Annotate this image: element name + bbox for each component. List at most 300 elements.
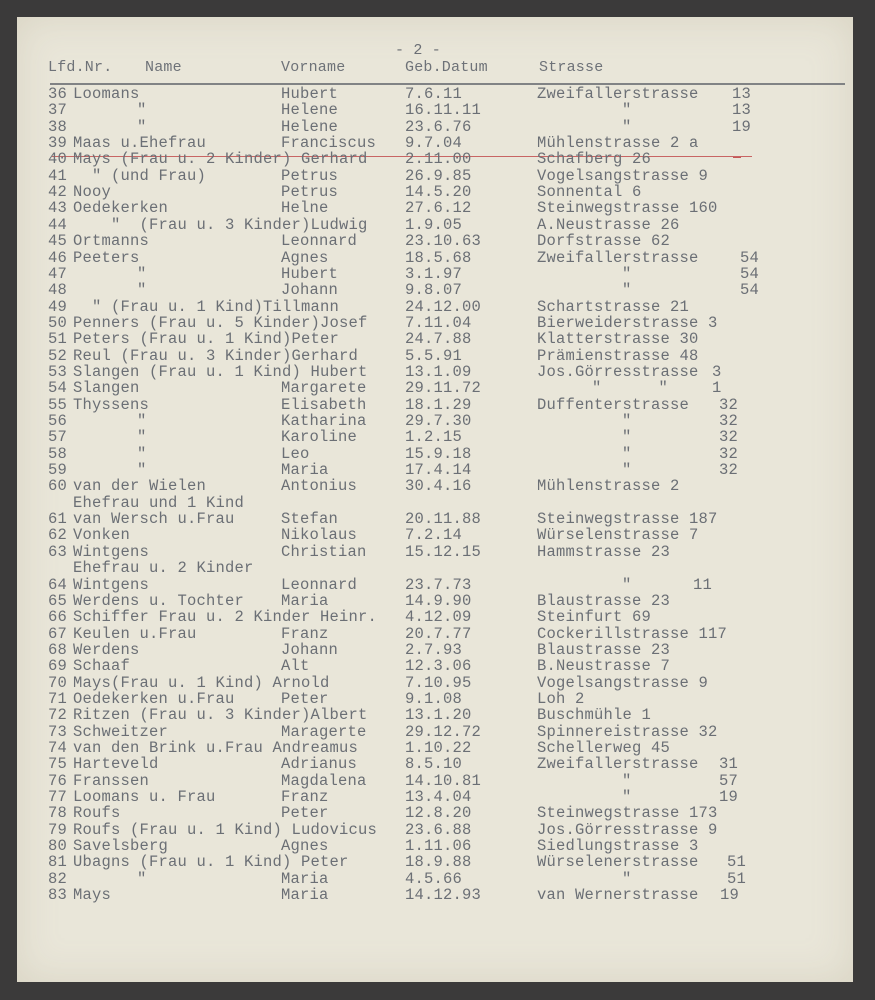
row-geb-datum: 20.11.88 [405,510,482,529]
row-geb-datum: 13.1.20 [405,706,472,725]
row-strasse: " [622,575,632,594]
row-house-number: 51 [727,869,747,888]
row-vorname: Maria [281,591,329,610]
row-name: Harteveld [73,755,159,774]
row-number: 64 [48,575,68,594]
row-number: 73 [48,722,68,741]
row-strasse: " [622,117,632,136]
table-row [17,250,853,266]
table-row [17,854,853,870]
row-number: 52 [48,346,68,365]
table-row [17,773,853,789]
table-row [17,119,853,135]
row-number: 68 [48,640,68,659]
row-vorname: Magdalena [281,771,367,790]
row-number: 43 [48,199,68,218]
row-number: 54 [48,379,68,398]
row-strasse: " [622,869,632,888]
row-strasse: " [622,281,632,300]
row-strasse: Blaustrasse 23 [537,591,671,610]
resident-list [17,17,853,982]
table-row [17,527,853,543]
row-number: 40 [48,150,68,169]
row-geb-datum: 1.10.22 [405,739,472,757]
row-house-number: 13 [732,101,752,120]
row-number: 46 [48,248,68,267]
row-geb-datum: 13.4.04 [405,788,472,807]
row-vorname: Katharina [281,412,367,430]
row-name: " [137,444,147,463]
row-name: Vonken [73,526,131,545]
row-house-number: 51 [727,853,747,872]
row-geb-datum: 1.9.05 [405,215,463,234]
table-row [17,168,853,184]
table-row [17,675,853,691]
row-house-number: 57 [719,771,739,790]
row-geb-datum: 23.7.73 [405,575,472,594]
row-name: " (und Frau) [73,166,207,185]
row-geb-datum: 1.2.15 [405,428,463,447]
row-number: 71 [48,689,68,708]
table-row [17,707,853,723]
row-number: 77 [48,788,68,807]
row-house-number: 32 [719,395,739,414]
row-name: " (Frau u. 3 Kinder)Ludwig [73,215,368,234]
row-name: Savelsberg [73,837,169,856]
row-geb-datum: 24.7.88 [405,330,472,349]
row-number: 41 [48,166,68,185]
row-household-note: Ehefrau und 1 Kind [73,493,245,512]
header-name: Name [145,59,182,76]
row-number: 48 [48,281,68,300]
table-row [17,626,853,642]
row-house-number: 19 [732,117,752,136]
header-strasse: Strasse [539,59,604,76]
row-house-number: 19 [719,788,739,807]
row-strasse: " " [592,379,669,398]
table-row [17,413,853,429]
row-name: Slangen (Frau u. 1 Kind) Hubert [73,362,368,381]
row-vorname: Peter [281,804,329,823]
row-name: Maas u.Ehefrau [73,134,207,153]
row-name: " [137,281,147,300]
row-geb-datum: 14.9.90 [405,591,472,610]
row-vorname: Stefan [281,510,339,529]
row-name: Werdens [73,640,140,659]
row-number: 82 [48,869,68,888]
row-name: van den Brink u.Frau Andreamus [73,739,359,757]
row-geb-datum: 18.5.68 [405,248,472,267]
row-house-number: 13 [732,85,752,103]
row-name: " (Frau u. 1 Kind)Tillmann [73,297,340,316]
row-strasse: Zweifallerstrasse [537,755,699,774]
row-vorname: Franz [281,788,329,807]
row-strasse: Buschmühle 1 [537,706,652,725]
row-vorname: Antonius [281,477,358,496]
row-name: Peeters [73,248,140,267]
row-strasse: " [622,788,632,807]
row-geb-datum: 9.8.07 [405,281,463,300]
row-name: Oedekerken u.Frau [73,689,235,708]
row-vorname: Leo [281,444,310,463]
row-geb-datum: 15.12.15 [405,542,482,561]
row-strasse: Vogelsangstrasse 9 [537,166,709,185]
table-row [17,805,853,821]
row-house-number: 11 [693,575,713,594]
row-number: 70 [48,673,68,692]
header-geb-datum: Geb.Datum [405,59,488,76]
row-name: Thyssens [73,395,150,414]
row-geb-datum: 29.7.30 [405,412,472,430]
table-row-subline [17,495,853,511]
row-vorname: Christian [281,542,367,561]
row-strasse: Siedlungstrasse 3 [537,837,699,856]
table-row [17,135,853,151]
table-row [17,871,853,887]
table-row [17,151,853,167]
row-vorname: Johann [281,281,339,300]
row-name: Keulen u.Frau [73,624,197,643]
row-strasse: Schafberg 26 [537,150,652,169]
row-strasse: Prämienstrasse 48 [537,346,699,365]
table-row [17,658,853,674]
row-name: Mays (Frau u. 2 Kinder) Gerhard [73,150,368,169]
row-geb-datum: 8.5.10 [405,755,463,774]
row-strasse: Loh 2 [537,689,585,708]
row-strasse: Zweifallerstrasse [537,248,699,267]
row-vorname: Johann [281,640,339,659]
row-strasse: Cockerillstrasse 117 [537,624,728,643]
table-row [17,86,853,102]
row-number: 72 [48,706,68,725]
row-geb-datum: 14.10.81 [405,771,482,790]
row-number: 66 [48,608,68,627]
row-name: Franssen [73,771,150,790]
header-vorname: Vorname [281,59,346,76]
row-vorname: Nikolaus [281,526,358,545]
row-number: 37 [48,101,68,120]
table-row [17,380,853,396]
row-strasse: B.Neustrasse 7 [537,657,671,676]
row-geb-datum: 4.12.09 [405,608,472,627]
row-geb-datum: 18.1.29 [405,395,472,414]
row-number: 55 [48,395,68,414]
row-geb-datum: 7.10.95 [405,673,472,692]
row-number: 59 [48,461,68,480]
row-geb-datum: 2.7.93 [405,640,463,659]
row-strasse: Bierweiderstrasse 3 [537,313,718,332]
row-strasse: " [622,461,632,480]
row-strasse: Blaustrasse 23 [537,640,671,659]
row-geb-datum: 30.4.16 [405,477,472,496]
row-geb-datum: 13.1.09 [405,362,472,381]
row-number: 38 [48,117,68,136]
row-strasse: Würselenerstrasse [537,853,699,872]
row-geb-datum: 29.12.72 [405,722,482,741]
row-house-number: 54 [740,248,760,267]
row-strasse: Schellerweg 45 [537,739,671,757]
row-number: 49 [48,297,68,316]
row-geb-datum: 1.11.06 [405,837,472,856]
table-row [17,315,853,331]
row-house-number: 54 [740,264,760,283]
row-geb-datum: 17.4.14 [405,461,472,480]
row-geb-datum: 27.6.12 [405,199,472,218]
row-name: Penners (Frau u. 5 Kinder)Josef [73,313,368,332]
row-strasse: " [622,771,632,790]
row-number: 78 [48,804,68,823]
row-name: " [137,461,147,480]
header-lfd-nr: Lfd.Nr. [48,59,113,76]
table-row [17,200,853,216]
table-row [17,544,853,560]
row-vorname: Agnes [281,248,329,267]
row-strasse: Hammstrasse 23 [537,542,671,561]
table-row [17,446,853,462]
row-number: 62 [48,526,68,545]
row-vorname: Peter [281,689,329,708]
row-number: 60 [48,477,68,496]
row-name: Mays(Frau u. 1 Kind) Arnold [73,673,330,692]
row-house-number: 32 [719,461,739,480]
row-number: 69 [48,657,68,676]
row-number: 67 [48,624,68,643]
row-name: van Wersch u.Frau [73,510,235,529]
row-vorname: Agnes [281,837,329,856]
row-number: 44 [48,215,68,234]
row-geb-datum: 7.11.04 [405,313,472,332]
row-geb-datum: 23.10.63 [405,232,482,251]
table-row [17,511,853,527]
row-name: Loomans u. Frau [73,788,216,807]
row-strasse: Jos.Görresstrasse 9 [537,820,718,839]
row-vorname: Franciscus [281,134,377,153]
table-row [17,184,853,200]
row-name: Schweitzer [73,722,169,741]
row-name: van der Wielen [73,477,207,496]
table-row [17,299,853,315]
row-name: Slangen [73,379,140,398]
row-number: 57 [48,428,68,447]
row-strasse: Steinwegstrasse 173 [537,804,718,823]
row-vorname: Maria [281,869,329,888]
row-name: Peters (Frau u. 1 Kind)Peter [73,330,340,349]
row-house-number: 32 [719,428,739,447]
row-number: 58 [48,444,68,463]
row-name: Roufs (Frau u. 1 Kind) Ludovicus [73,820,378,839]
row-geb-datum: 14.12.93 [405,886,482,905]
row-strasse: " [622,264,632,283]
row-strasse: " [622,428,632,447]
row-geb-datum: 23.6.76 [405,117,472,136]
row-name: Ortmanns [73,232,150,251]
row-strasse: Steinfurt 69 [537,608,652,627]
row-geb-datum: 15.9.18 [405,444,472,463]
row-strasse: Steinwegstrasse 187 [537,510,718,529]
table-row [17,266,853,282]
row-strasse: " [622,412,632,430]
row-strasse: Würselenstrasse 7 [537,526,699,545]
table-row [17,609,853,625]
row-strasse: Duffenterstrasse [537,395,690,414]
row-geb-datum: 26.9.85 [405,166,472,185]
row-number: 47 [48,264,68,283]
row-house-number: 31 [719,755,739,774]
row-strasse: Vogelsangstrasse 9 [537,673,709,692]
table-row [17,593,853,609]
row-strasse: Klatterstrasse 30 [537,330,699,349]
row-number: 39 [48,134,68,153]
row-number: 51 [48,330,68,349]
row-name: Mays [73,886,112,905]
row-strasse: Mühlenstrasse 2 [537,477,680,496]
row-geb-datum: 5.5.91 [405,346,463,365]
row-strasse: A.Neustrasse 26 [537,215,680,234]
row-name: " [137,412,147,430]
row-strasse: Schartstrasse 21 [537,297,690,316]
row-name: " [137,117,147,136]
table-row [17,102,853,118]
row-geb-datum: 2.11.00 [405,150,472,169]
row-name: Schaaf [73,657,131,676]
row-number: 83 [48,886,68,905]
table-row [17,282,853,298]
row-vorname: Hubert [281,85,339,103]
row-name: " [137,101,147,120]
row-vorname: Alt [281,657,310,676]
row-name: Ritzen (Frau u. 3 Kinder)Albert [73,706,368,725]
row-strasse: Mühlenstrasse 2 a [537,134,699,153]
row-name: Loomans [73,85,140,103]
row-number: 79 [48,820,68,839]
row-strasse: Sonnental 6 [537,183,642,202]
table-row [17,887,853,903]
row-vorname: Elisabeth [281,395,367,414]
table-row [17,348,853,364]
row-geb-datum: 9.1.08 [405,689,463,708]
row-name: Ubagns (Frau u. 1 Kind) Peter [73,853,349,872]
row-number: 50 [48,313,68,332]
table-row [17,642,853,658]
row-strasse: van Wernerstrasse [537,886,699,905]
row-house-number: 54 [740,281,760,300]
row-vorname: Maragerte [281,722,367,741]
table-row [17,331,853,347]
row-geb-datum: 18.9.88 [405,853,472,872]
row-vorname: Margarete [281,379,367,398]
row-vorname: Helene [281,101,339,120]
row-name: Roufs [73,804,121,823]
row-vorname: Franz [281,624,329,643]
row-name: Nooy [73,183,112,202]
table-row [17,822,853,838]
row-number: 63 [48,542,68,561]
row-household-note: Ehefrau u. 2 Kinder [73,559,254,578]
row-vorname: Leonnard [281,575,358,594]
row-geb-datum: 12.3.06 [405,657,472,676]
row-vorname: Maria [281,461,329,480]
row-number: 61 [48,510,68,529]
row-geb-datum: 23.6.88 [405,820,472,839]
table-row [17,838,853,854]
row-strasse: Dorfstrasse 62 [537,232,671,251]
row-number: 56 [48,412,68,430]
row-geb-datum: 9.7.04 [405,134,463,153]
row-geb-datum: 12.8.20 [405,804,472,823]
row-geb-datum: 29.11.72 [405,379,482,398]
row-name: Wintgens [73,575,150,594]
row-house-number: 3 [712,362,722,381]
row-vorname: Karoline [281,428,358,447]
row-vorname: Petrus [281,183,339,202]
row-number: 81 [48,853,68,872]
row-house-number: 32 [719,412,739,430]
row-vorname: Maria [281,886,329,905]
table-row [17,233,853,249]
row-geb-datum: 7.6.11 [405,85,463,103]
row-number: 75 [48,755,68,774]
row-geb-datum: 14.5.20 [405,183,472,202]
row-number: 74 [48,739,68,757]
table-row [17,724,853,740]
row-vorname: Hubert [281,264,339,283]
row-strasse: Spinnereistrasse 32 [537,722,718,741]
document-page [17,17,853,982]
table-row [17,217,853,233]
row-vorname: Helene [281,117,339,136]
row-geb-datum: 4.5.66 [405,869,463,888]
row-house-number: 19 [720,886,740,905]
table-row [17,789,853,805]
table-row [17,756,853,772]
row-number: 45 [48,232,68,251]
row-name: " [137,264,147,283]
table-row [17,429,853,445]
row-vorname: Leonnard [281,232,358,251]
row-vorname: Adrianus [281,755,358,774]
row-vorname: Helne [281,199,329,218]
row-strasse: Jos.Görresstrasse [537,362,699,381]
row-vorname: Petrus [281,166,339,185]
row-geb-datum: 3.1.97 [405,264,463,283]
row-name: Oedekerken [73,199,169,218]
row-strasse: Steinwegstrasse 160 [537,199,718,218]
table-row-subline [17,560,853,576]
row-name: " [137,869,147,888]
row-name: Schiffer Frau u. 2 Kinder Heinr. [73,608,378,627]
row-number: 65 [48,591,68,610]
row-geb-datum: 20.7.77 [405,624,472,643]
row-number: 76 [48,771,68,790]
table-row [17,478,853,494]
row-geb-datum: 24.12.00 [405,297,482,316]
row-name: Werdens u. Tochter [73,591,245,610]
table-row [17,462,853,478]
table-row [17,577,853,593]
table-row [17,691,853,707]
row-strasse: Zweifallerstrasse [537,85,699,103]
row-geb-datum: 16.11.11 [405,101,482,120]
row-house-number: 1 [712,379,722,398]
row-number: 53 [48,362,68,381]
page-number: - 2 - [395,42,442,59]
row-strasse: " [622,444,632,463]
row-geb-datum: 7.2.14 [405,526,463,545]
row-name: Reul (Frau u. 3 Kinder)Gerhard [73,346,359,365]
table-row [17,364,853,380]
table-row [17,740,853,756]
row-strasse: " [622,101,632,120]
